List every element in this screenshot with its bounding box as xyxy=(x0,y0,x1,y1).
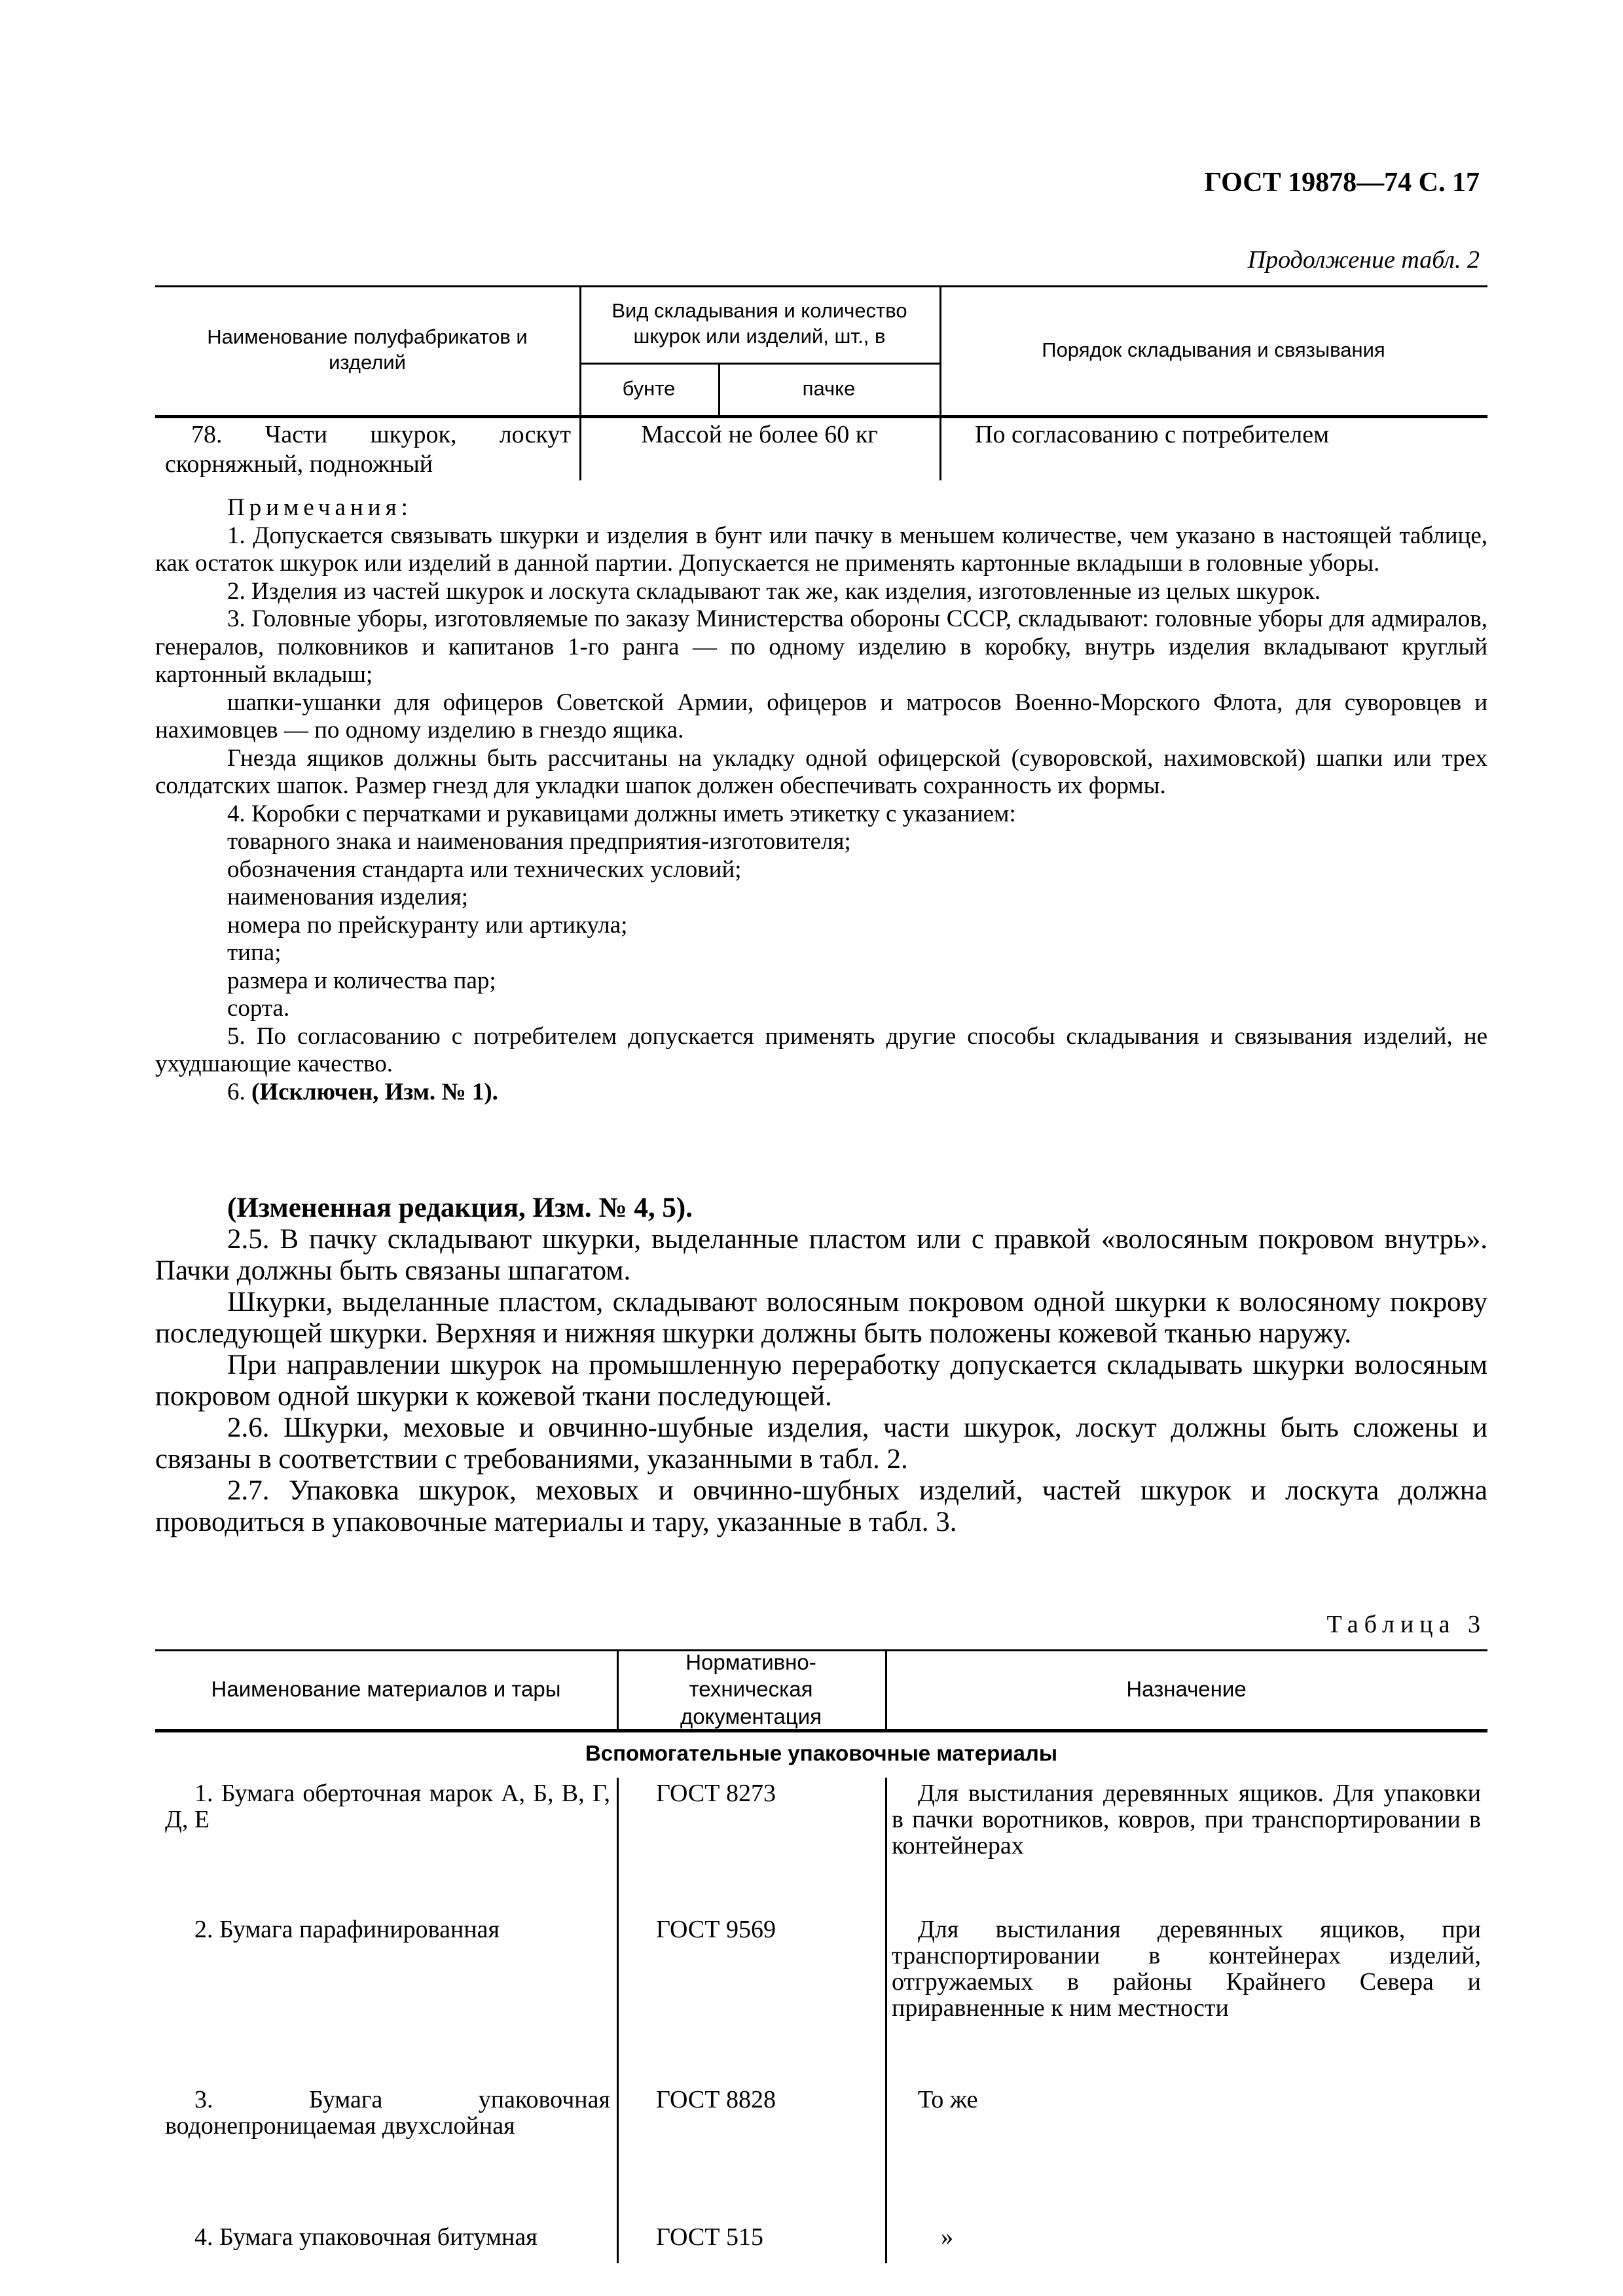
row-quantity: Массой не более 60 кг xyxy=(641,421,878,448)
note-6 xyxy=(155,1079,1487,1107)
page-reference: ГОСТ 19878—74 С. 17 xyxy=(1204,168,1480,198)
table-3-label: Таблица 3 xyxy=(1326,1611,1486,1638)
header-bottom-rule xyxy=(155,1729,1487,1732)
note-4-item: типа; xyxy=(227,939,282,966)
note-4-item: сорта. xyxy=(227,995,290,1022)
revision-note: (Измененная редакция, Изм. № 4, 5). xyxy=(227,1193,693,1223)
row-purpose: То же xyxy=(918,2086,978,2113)
column-divider xyxy=(885,1778,887,2263)
note-4-item: размера и количества пар; xyxy=(227,967,496,994)
row-purpose: Для выстилания деревянных ящиков, при транспортировании в контейнерах изделий, отгружаемых в районы Крайнего Севера и приравненные к ним местности xyxy=(892,1916,1481,2022)
row-procedure: По согласованию с потребителем xyxy=(975,421,1330,448)
header-bottom-rule xyxy=(155,415,1487,418)
clause-2-5: 2.5. В пачку складывают шкурки, выделанные пластом или с правкой «волосяным покровом внутрь». Пачки должны быть связаны шпагатом. xyxy=(155,1224,1487,1286)
col-header-name: Наименование полуфабрикатов и изделий xyxy=(207,325,528,374)
row-doc: ГОСТ 515 xyxy=(656,2223,763,2251)
row-material: 1. Бумага оберточная марок А, Б, В, Г, Д, Е xyxy=(165,1780,610,1833)
row-material: 3. Бумага упаковочная водонепроницаемая двухслойная xyxy=(165,2086,610,2140)
section-title: Вспомогательные упаковочные материалы xyxy=(585,1741,1058,1765)
row-purpose: » xyxy=(941,2223,953,2251)
row-material: 2. Бумага парафинированная xyxy=(194,1916,500,1943)
note-4-item: номера по прейскуранту или артикула; xyxy=(227,911,628,939)
note-3: 3. Головные уборы, изготовляемые по заказу Министерства обороны СССР, складывают: головные уборы для адмиралов, генералов, полковников и капитанов 1-го ранга — по одному изделию в коробку, внутрь изделия вкладывают круглый картонный вкладыш; xyxy=(155,605,1487,688)
note-6-number: 6. xyxy=(227,1078,246,1105)
note-5: 5. По согласованию с потребителем допускается применять другие способы складывания и связывания изделий, не ухудшающие качество. xyxy=(155,1022,1487,1077)
column-divider xyxy=(617,1778,619,2263)
row-doc: ГОСТ 8828 xyxy=(656,2086,776,2113)
note-2: 2. Изделия из частей шкурок и лоскута складывают так же, как изделия, изготовленные из целых шкурок. xyxy=(227,577,1321,605)
row-doc: ГОСТ 9569 xyxy=(656,1916,776,1943)
col-header-bunt: бунте xyxy=(622,376,676,400)
col-header-pack: пачке xyxy=(802,376,856,400)
row-purpose: Для выстилания деревянных ящиков. Для упаковки в пачки воротников, ковров, при транспортировании в контейнерах xyxy=(892,1780,1481,1859)
col-header-quantity: Вид складывания и количество шкурок или изделий, шт., в xyxy=(611,299,907,348)
table-continuation-label: Продолжение табл. 2 xyxy=(1247,246,1480,274)
notes-title: Примечания: xyxy=(227,494,412,521)
row-doc: ГОСТ 8273 xyxy=(656,1780,776,1807)
row-material: 4. Бумага упаковочная битумная xyxy=(194,2223,538,2251)
col-header-materials: Наименование материалов и тары xyxy=(211,1677,561,1702)
row-name: 78. Части шкурок, лоскут скорняжный, подножный xyxy=(165,421,571,478)
clause-2-5-flat: Шкурки, выделанные пластом, складывают волосяным покровом одной шкурки к волосяному покрову последующей шкурки. Верхняя и нижняя шкурки должны быть положены кожевой тканью наружу. xyxy=(155,1287,1487,1349)
note-4-item: товарного знака и наименования предприятия-изготовителя; xyxy=(227,828,851,855)
clause-2-7: 2.7. Упаковка шкурок, меховых и овчинно-шубных изделий, частей шкурок и лоскута должна проводиться в упаковочные материалы и тару, указанные в табл. 3. xyxy=(155,1475,1487,1537)
note-1: 1. Допускается связывать шкурки и изделия в бунт или пачку в меньшем количестве, чем указано в настоящей таблице, как остаток шкурок или изделий в данной партии. Допускается не применять картонные вкладыши в головные уборы. xyxy=(155,522,1487,577)
clause-2-6: 2.6. Шкурки, меховые и овчинно-шубные изделия, части шкурок, лоскут должны быть сложены и связаны в соответствии с требованиями, указанными в табл. 2. xyxy=(155,1412,1487,1475)
note-3-caps: шапки-ушанки для офицеров Советской Армии, офицеров и матросов Военно-Морского Флота, для суворовцев и нахимовцев — по одному изделию в гнездо ящика. xyxy=(155,689,1487,744)
col-header-procedure: Порядок складывания и связывания xyxy=(1042,338,1385,361)
table-notes xyxy=(155,494,1487,1106)
note-3-nests: Гнезда ящиков должны быть рассчитаны на укладку одной офицерской (суворовской, нахимовской) шапки или трех солдатских шапок. Размер гнезд для укладки шапок должен обеспечивать сохранность их формы. xyxy=(155,744,1487,799)
note-6-text: (Исключен, Изм. № 1). xyxy=(251,1078,498,1105)
note-4-item: обозначения стандарта или технических условий; xyxy=(227,855,742,883)
note-4: 4. Коробки с перчатками и рукавицами должны иметь этикетку с указанием: xyxy=(227,800,1016,827)
clause-2-5-processing: При направлении шкурок на промышленную переработку допускается складывать шкурки волосяным покровом одной шкурки к кожевой ткани последующей. xyxy=(155,1350,1487,1412)
col-header-docs: Нормативно-техническая документация xyxy=(680,1650,822,1729)
note-4-item: наименования изделия; xyxy=(227,884,468,910)
col-header-purpose: Назначение xyxy=(1126,1677,1247,1702)
body-text xyxy=(155,1193,1487,1538)
